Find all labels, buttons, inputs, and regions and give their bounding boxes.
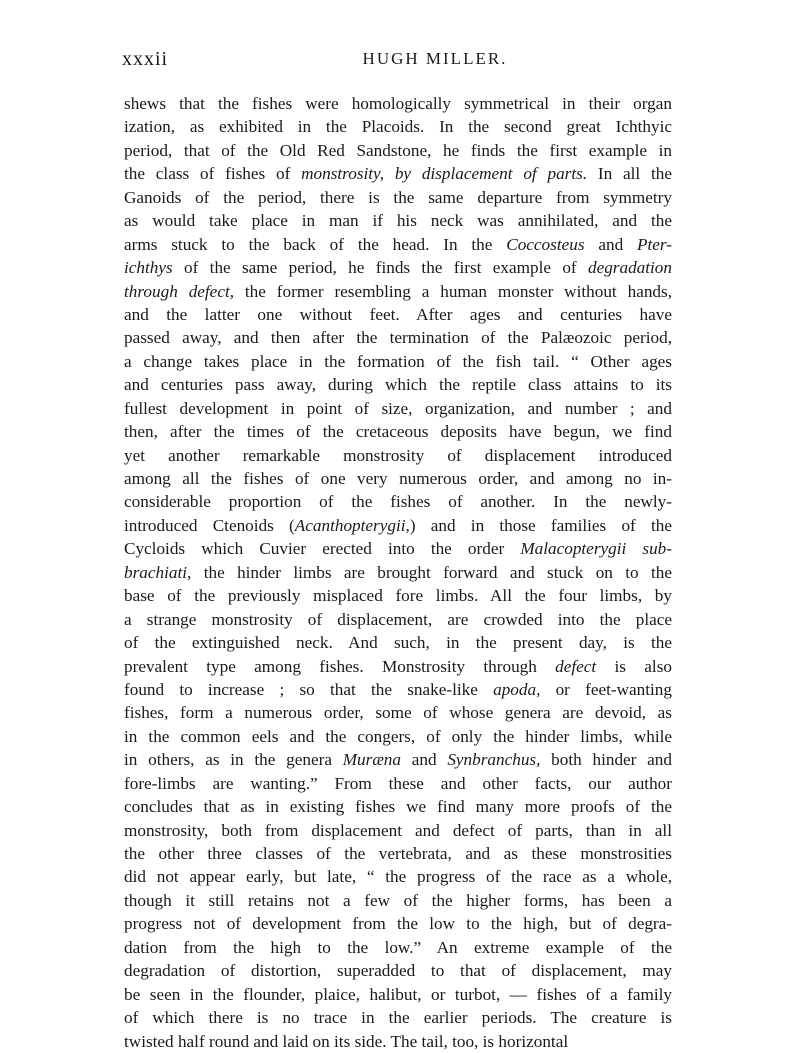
text-run: of the same period, he finds the first example of: [172, 258, 588, 278]
text-run: concludes that as in existing fishes we find many more proofs of the: [124, 797, 672, 817]
italic-run: Malacopterygii sub-: [520, 539, 672, 559]
italic-run: through defect,: [124, 281, 235, 301]
italic-run: defect: [555, 656, 597, 676]
text-line: [124, 959, 672, 982]
text-line: [124, 233, 672, 256]
text-run: ization, as exhibited in the Placoids. In the second great Ichthyic: [124, 117, 672, 137]
text-line: [124, 115, 672, 138]
text-run: is also: [596, 656, 672, 676]
text-run: found to increase ; so that the snake-like: [124, 679, 494, 699]
page-number: xxxii: [122, 48, 169, 70]
italic-run: Synbranchus,: [447, 750, 541, 770]
italic-run: Coccosteus: [506, 234, 585, 254]
text-line: [124, 912, 672, 935]
italic-run: degradation: [587, 258, 672, 278]
text-run: then, after the times of the cretaceous deposits have begun, we find: [124, 422, 672, 442]
text-run: the class of fishes of: [124, 164, 302, 184]
text-line: [124, 819, 672, 842]
text-line: [124, 1006, 672, 1029]
text-run: a change takes place in the formation of the fish tail. “ Other ages: [124, 351, 672, 371]
italic-run: ichthys: [124, 258, 173, 278]
text-run: In all the: [587, 164, 672, 184]
text-run: dation from the high to the low.” An extreme example of the: [124, 937, 672, 957]
text-run: ) and in those families of the: [409, 515, 672, 535]
text-line: [124, 725, 672, 748]
text-line: [124, 655, 672, 678]
text-run: Ganoids of the period, there is the same departure from symmetry: [124, 187, 672, 207]
text-run: the hinder limbs are brought forward and stuck on to the: [191, 562, 672, 582]
text-line: [124, 1030, 672, 1053]
text-run: the former resembling a human monster without hands,: [234, 281, 672, 301]
text-line: [124, 350, 672, 373]
text-line: [124, 936, 672, 959]
text-line: [124, 983, 672, 1006]
text-run: fullest development in point of size, organization, and number ; and: [124, 398, 672, 418]
text-line: [124, 139, 672, 162]
text-line: [124, 514, 672, 537]
italic-run: Pter-: [637, 234, 673, 254]
text-line: [124, 280, 672, 303]
text-line: [124, 92, 672, 115]
italic-run: brachiati,: [124, 562, 192, 582]
body-paragraph: [124, 92, 672, 1053]
italic-run: apoda,: [493, 679, 541, 699]
text-run: fore-limbs are wanting.” From these and other facts, our author: [124, 773, 672, 793]
text-run: in the common eels and the congers, of only the hinder limbs, while: [124, 726, 672, 746]
text-line: [124, 467, 672, 490]
text-run: of which there is no trace in the earlier periods. The creature is: [124, 1008, 672, 1028]
text-run: in others, as in the genera: [124, 750, 343, 770]
text-run: yet another remarkable monstrosity of displacement introduced: [124, 445, 672, 465]
text-line: [124, 772, 672, 795]
text-run: of the extinguished neck. And such, in the present day, is the: [124, 633, 672, 653]
text-run: and: [584, 234, 638, 254]
text-run: both hinder and: [540, 750, 672, 770]
italic-run: Acanthopterygii,: [294, 515, 410, 535]
text-run: passed away, and then after the termination of the Palæozoic period,: [124, 328, 672, 348]
text-run: and: [400, 750, 448, 770]
text-line: [124, 865, 672, 888]
text-run: base of the previously misplaced fore limbs. All the four limbs, by: [124, 586, 672, 606]
text-line: [124, 889, 672, 912]
text-line: [124, 490, 672, 513]
text-run: introduced Ctenoids (: [124, 515, 295, 535]
text-line: [124, 186, 672, 209]
text-run: and centuries pass away, during which the reptile class attains to its: [124, 375, 672, 395]
text-run: fishes, form a numerous order, some of whose genera are devoid, as: [124, 703, 672, 723]
text-line: [124, 678, 672, 701]
text-line: [124, 326, 672, 349]
text-line: [124, 373, 672, 396]
text-run: considerable proportion of the fishes of another. In the newly-: [124, 492, 672, 512]
text-line: [124, 795, 672, 818]
text-run: or feet-wanting: [540, 679, 672, 699]
text-line: [124, 444, 672, 467]
text-run: did not appear early, but late, “ the progress of the race as a whole,: [124, 867, 672, 887]
text-line: [124, 748, 672, 771]
text-line: [124, 303, 672, 326]
text-run: twisted half round and laid on its side. The tail, too, is horizontal: [124, 1031, 569, 1051]
text-line: [124, 162, 672, 185]
text-line: [124, 537, 672, 560]
italic-run: monstrosity, by displacement of parts.: [301, 164, 588, 184]
text-run: Cycloids which Cuvier erected into the order: [124, 539, 521, 559]
text-run: among all the fishes of one very numerous order, and among no in-: [124, 469, 672, 488]
text-run: the other three classes of the vertebrata, and as these monstrosities: [124, 844, 672, 863]
text-run: shews that the fishes were homologically symmetrical in their organ: [124, 94, 672, 113]
text-run: be seen in the flounder, plaice, halibut, or turbot, — fishes of a family: [124, 984, 672, 1004]
text-run: as would take place in man if his neck was annihilated, and the: [124, 211, 672, 231]
text-line: [124, 584, 672, 607]
text-run: a strange monstrosity of displacement, are crowded into the place: [124, 609, 672, 629]
running-head: [122, 48, 678, 76]
text-line: [124, 842, 672, 865]
italic-run: Muræna: [342, 750, 401, 770]
text-line: [124, 701, 672, 724]
text-line: [124, 420, 672, 443]
text-run: period, that of the Old Red Sandstone, he finds the first example in: [124, 140, 672, 160]
text-line: [124, 209, 672, 232]
text-line: [124, 631, 672, 654]
text-line: [124, 397, 672, 420]
running-title: HUGH MILLER.: [362, 49, 508, 68]
text-line: [124, 256, 672, 279]
text-run: monstrosity, both from displacement and defect of parts, than in all: [124, 820, 672, 840]
text-run: prevalent type among fishes. Monstrosity through: [124, 656, 556, 676]
text-line: [124, 608, 672, 631]
text-run: degradation of distortion, superadded to that of displacement, may: [124, 961, 672, 981]
text-run: progress not of development from the low to the high, but of degra-: [124, 914, 672, 934]
text-run: arms stuck to the back of the head. In the: [124, 234, 507, 254]
text-line: [124, 561, 672, 584]
text-run: though it still retains not a few of the higher forms, has been a: [124, 890, 672, 910]
text-run: and the latter one without feet. After ages and centuries have: [124, 304, 672, 324]
